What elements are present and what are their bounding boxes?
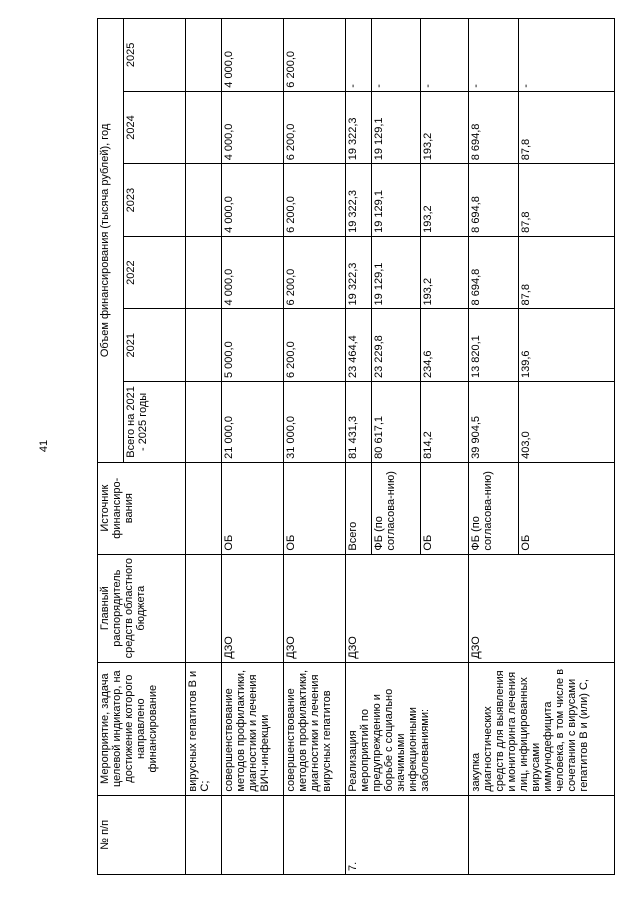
header-source: Источник финансиро-вания: [98, 462, 186, 554]
cell-value: 8 694,8: [468, 236, 518, 309]
cell-value: 4 000,0: [222, 164, 284, 237]
cell-total: 403,0: [518, 382, 614, 463]
cell-manager: ДЗО: [346, 554, 468, 662]
cell-activity: совершенствование методов профилактики, диагностики и лечения вирусных гепатитов: [284, 662, 346, 795]
cell-value: 23 464,4: [346, 309, 372, 382]
cell-value: 23 229,8: [372, 309, 420, 382]
cell-value: 19 129,1: [372, 236, 420, 309]
cell-value: 6 200,0: [284, 19, 346, 92]
cell-activity: вирусных гепатитов В и С;: [186, 662, 222, 795]
cell-num: [284, 795, 346, 874]
funding-table: [97, 18, 615, 875]
cell-value: 6 200,0: [284, 164, 346, 237]
cell-manager: ДЗО: [468, 554, 614, 662]
table-row: [468, 19, 518, 875]
cell-value: 19 322,3: [346, 91, 372, 164]
header-year: 2023: [124, 164, 186, 237]
cell-value: 87,8: [518, 236, 614, 309]
header-volume: Объем финансирования (тысяча рублей), год: [98, 19, 124, 463]
cell-source: ФБ (по согласова-нию): [468, 462, 518, 554]
cell-value: [186, 309, 222, 382]
cell-value: -: [468, 19, 518, 92]
header-total: Всего на 2021 - 2025 годы: [124, 382, 186, 463]
cell-num: [222, 795, 284, 874]
cell-total: 81 431,3: [346, 382, 372, 463]
cell-value: 19 322,3: [346, 236, 372, 309]
cell-value: [186, 91, 222, 164]
cell-value: 19 322,3: [346, 164, 372, 237]
header-year: 2021: [124, 309, 186, 382]
cell-value: 4 000,0: [222, 19, 284, 92]
cell-num: 7.: [346, 795, 468, 874]
table-row: [222, 19, 284, 875]
header-year: 2024: [124, 91, 186, 164]
cell-total: 31 000,0: [284, 382, 346, 463]
cell-value: 193,2: [420, 236, 468, 309]
cell-value: 19 129,1: [372, 164, 420, 237]
rotated-table-wrapper: [97, 18, 615, 875]
cell-manager: ДЗО: [284, 554, 346, 662]
cell-value: 87,8: [518, 164, 614, 237]
cell-total: 814,2: [420, 382, 468, 463]
cell-value: 6 200,0: [284, 236, 346, 309]
cell-source: ОБ: [420, 462, 468, 554]
cell-source: ОБ: [284, 462, 346, 554]
cell-value: -: [372, 19, 420, 92]
header-year: 2025: [124, 19, 186, 92]
cell-source: ФБ (по согласова-нию): [372, 462, 420, 554]
cell-value: 19 129,1: [372, 91, 420, 164]
cell-total: 80 617,1: [372, 382, 420, 463]
cell-value: 193,2: [420, 91, 468, 164]
page-number: 41: [38, 439, 51, 453]
cell-value: 234,6: [420, 309, 468, 382]
cell-source: Всего: [346, 462, 372, 554]
cell-value: -: [346, 19, 372, 92]
cell-num: [468, 795, 614, 874]
table-row: [346, 19, 372, 875]
cell-value: 6 200,0: [284, 91, 346, 164]
cell-activity: закупка диагностических средств для выявления и мониторинга лечения лиц, инфицированных вирусами иммунодефицита человека, в том числе в сочетании с вирусами гепатитов В и (или) С,: [468, 662, 614, 795]
cell-value: 193,2: [420, 164, 468, 237]
cell-manager: ДЗО: [222, 554, 284, 662]
header-manager: Главный распорядитель средств областного бюджета: [98, 554, 186, 662]
cell-value: 87,8: [518, 91, 614, 164]
cell-total: 39 904,5: [468, 382, 518, 463]
header-year: 2022: [124, 236, 186, 309]
cell-value: 6 200,0: [284, 309, 346, 382]
cell-total: [186, 382, 222, 463]
cell-source: [186, 462, 222, 554]
cell-value: 139,6: [518, 309, 614, 382]
cell-value: [186, 19, 222, 92]
cell-activity: Реализация мероприятий по предупреждению и борьбе с социально значимыми инфекционными заболеваниями:: [346, 662, 468, 795]
cell-value: -: [420, 19, 468, 92]
cell-value: 4 000,0: [222, 236, 284, 309]
cell-value: 5 000,0: [222, 309, 284, 382]
cell-value: 8 694,8: [468, 164, 518, 237]
cell-value: 13 820,1: [468, 309, 518, 382]
table-row: [186, 19, 222, 875]
cell-manager: [186, 554, 222, 662]
header-activity: Мероприятие, задача целевой индикатор, на достижение которого направлено финансирование: [98, 662, 186, 795]
cell-value: 4 000,0: [222, 91, 284, 164]
cell-total: 21 000,0: [222, 382, 284, 463]
cell-value: [186, 236, 222, 309]
cell-value: -: [518, 19, 614, 92]
cell-source: ОБ: [518, 462, 614, 554]
table-row: [284, 19, 346, 875]
cell-source: ОБ: [222, 462, 284, 554]
cell-activity: совершенствование методов профилактики, диагностики и лечения ВИЧ-инфекции: [222, 662, 284, 795]
cell-value: [186, 164, 222, 237]
cell-value: 8 694,8: [468, 91, 518, 164]
cell-num: [186, 795, 222, 874]
header-num: № п/п: [98, 795, 186, 874]
